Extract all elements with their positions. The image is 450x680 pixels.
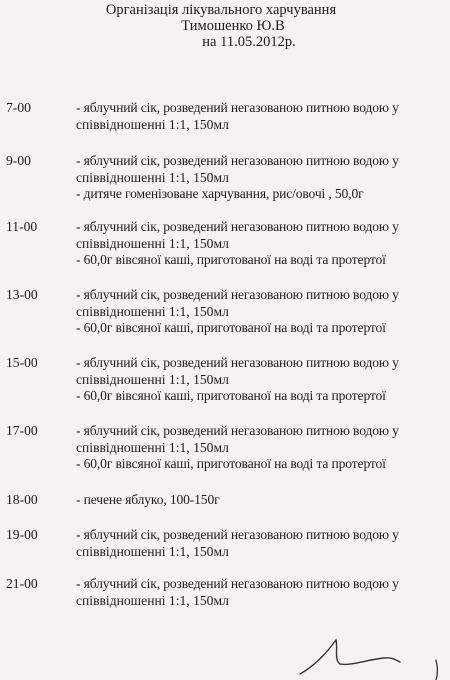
entry-time: 11-00	[6, 219, 38, 234]
entry-items	[76, 576, 448, 609]
item-text: - 60,0г вівсяної каші, приготованої на воді та протертої	[76, 456, 386, 471]
item-text: - 60,0г вівсяної каші, приготованої на воді та протертої	[76, 320, 386, 335]
entry-item	[76, 492, 448, 509]
document-header	[0, 2, 450, 50]
entry-item	[76, 576, 448, 609]
entry-item	[76, 287, 448, 320]
header-title: Організація лікувального харчування	[105, 2, 337, 18]
item-text-continued: співвідношенні 1:1, 150мл	[76, 543, 229, 559]
entry-item	[76, 219, 448, 252]
item-text: - яблучний сік, розведений негазованою питною водою у	[76, 100, 399, 115]
item-text: - 60,0г вівсяної каші, приготованої на воді та протертої	[76, 252, 386, 267]
header-date: на 11.05.2012р.	[202, 34, 296, 50]
item-text: - печене яблуко, 100-150г	[76, 492, 220, 507]
entry-time: 7-00	[6, 100, 31, 115]
entry-item	[76, 320, 448, 337]
entry-item	[76, 252, 448, 269]
entry-time: 17-00	[6, 423, 38, 438]
item-text-continued: співвідношенні 1:1, 150мл	[76, 303, 229, 319]
entry-items	[76, 153, 448, 203]
item-text: - дитяче гоменізоване харчування, рис/овочі , 50,0г	[76, 186, 364, 201]
entry-items	[76, 492, 448, 509]
item-text: - яблучний сік, розведений негазованою питною водою у	[76, 527, 399, 542]
entry-items	[76, 287, 448, 337]
item-text-continued: співвідношенні 1:1, 150мл	[76, 169, 229, 185]
entry-item	[76, 100, 448, 133]
item-text-continued: співвідношенні 1:1, 150мл	[76, 116, 229, 132]
item-text-continued: співвідношенні 1:1, 150мл	[76, 439, 229, 455]
entry-time: 19-00	[6, 527, 38, 542]
entry-item	[76, 388, 448, 405]
entry-time: 9-00	[6, 153, 31, 168]
entry-time: 18-00	[6, 492, 38, 507]
entry-items	[76, 527, 448, 560]
item-text-continued: співвідношенні 1:1, 150мл	[76, 592, 229, 608]
item-text: - яблучний сік, розведений негазованою питною водою у	[76, 355, 399, 370]
item-text-continued: співвідношенні 1:1, 150мл	[76, 235, 229, 251]
item-text: - 60,0г вівсяної каші, приготованої на воді та протертої	[76, 388, 386, 403]
entry-item	[76, 355, 448, 388]
item-text: - яблучний сік, розведений негазованою питною водою у	[76, 576, 399, 591]
item-text: - яблучний сік, розведений негазованою питною водою у	[76, 423, 399, 438]
entry-item	[76, 527, 448, 560]
entry-item	[76, 153, 448, 186]
entry-item	[76, 186, 448, 203]
entry-items	[76, 355, 448, 405]
item-text: - яблучний сік, розведений негазованою питною водою у	[76, 219, 399, 234]
item-text: - яблучний сік, розведений негазованою питною водою у	[76, 153, 399, 168]
entry-time: 21-00	[6, 576, 38, 591]
header-name: Тимошенко Ю.В	[181, 18, 285, 34]
entry-items	[76, 219, 448, 269]
item-text: - яблучний сік, розведений негазованою питною водою у	[76, 287, 399, 302]
entry-items	[76, 423, 448, 473]
entry-time: 15-00	[6, 355, 38, 370]
entry-item	[76, 456, 448, 473]
entry-time: 13-00	[6, 287, 38, 302]
entry-item	[76, 423, 448, 456]
item-text-continued: співвідношенні 1:1, 150мл	[76, 371, 229, 387]
entry-items	[76, 100, 448, 133]
